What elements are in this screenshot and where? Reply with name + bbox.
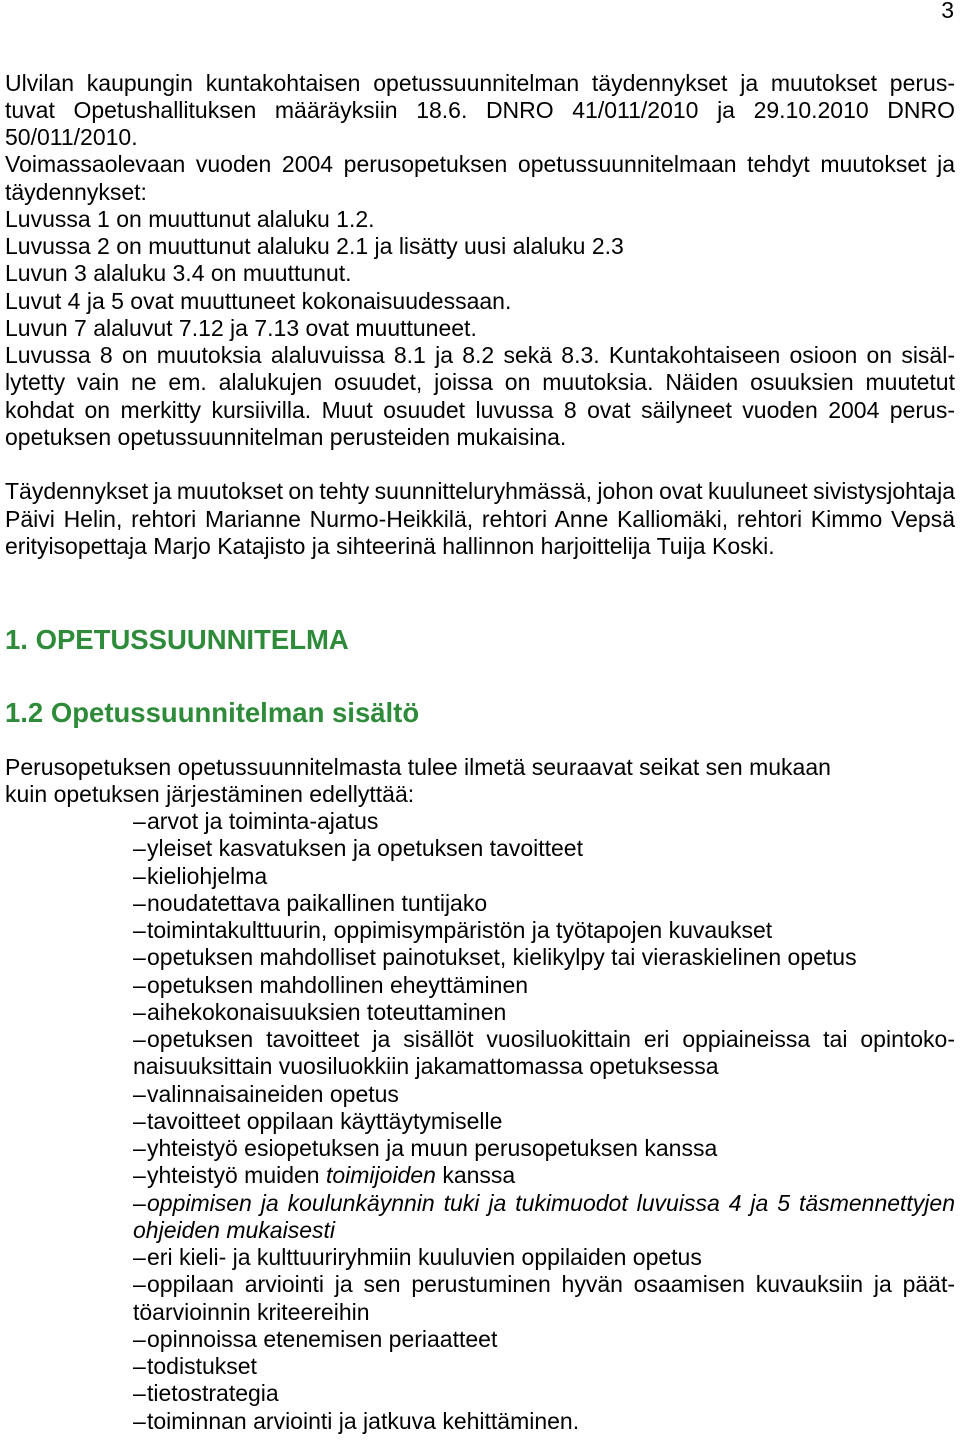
list-item (133, 1271, 955, 1326)
dash-bullet: – (133, 835, 146, 862)
dash-bullet: – (133, 1244, 146, 1270)
dash-bullet: – (133, 944, 146, 971)
dash-bullet: – (133, 1026, 146, 1052)
list-item-text: todistukset (147, 1353, 257, 1379)
dash-bullet: – (133, 1162, 146, 1189)
list-item-text: kieliohjelma (147, 862, 268, 889)
list-item (133, 1326, 955, 1353)
list-item-text: noudatettava paikallinen tuntijako (147, 889, 488, 916)
change-line: Luvun 7 alaluvut 7.12 ja 7.13 ovat muuttuneet. (5, 314, 477, 341)
page-number: 3 (941, 0, 954, 23)
list-item-text: aihekokonaisuuksien toteuttaminen (147, 998, 507, 1025)
list-item-text: opetuksen mahdollinen eheyttäminen (147, 971, 529, 998)
dash-bullet: – (133, 808, 146, 834)
dash-bullet: – (133, 1080, 146, 1107)
dash-bullet: – (133, 1325, 146, 1352)
list-item-text: yhteistyö esiopetuksen ja muun perusopetuksen kanssa (147, 1135, 718, 1161)
subsection-heading: 1.2 Opetussuunnitelman sisältö (5, 697, 420, 728)
intro-line: Luvussa 8 on muutoksia alaluvuissa 8.1 ja 8.2 sekä 8.3. Kuntakohtaiseen osioon on sisäl- (5, 342, 955, 368)
change-line: Luvussa 1 on muuttunut alaluku 1.2. (5, 205, 375, 232)
list-item (133, 944, 955, 971)
list-item (133, 1380, 955, 1407)
dash-bullet: – (133, 1271, 146, 1298)
list-item-text-italic: oppimisen ja koulunkäynnin tuki ja tukimuodot luvuissa 4 ja 5 täsmennettyjen (147, 1189, 955, 1216)
contents-intro-line: kuin opetuksen järjestäminen edellyttää: (5, 780, 415, 807)
list-item-text: tavoitteet oppilaan käyttäytymiselle (147, 1107, 503, 1134)
list-item (133, 1190, 955, 1245)
list-item-text: eri kieli- ja kulttuuriryhmiin kuuluvien oppilaiden opetus (147, 1244, 702, 1270)
list-item-text: oppilaan arviointi ja sen perustuminen hyvän osaamisen kuvauksiin ja päät- (147, 1271, 955, 1298)
list-item (133, 890, 955, 917)
list-item (133, 1108, 955, 1135)
list-item (133, 1026, 955, 1081)
dash-bullet: – (133, 1380, 146, 1407)
list-item-text-italic-continued: ohjeiden mukaisesti (133, 1216, 336, 1243)
list-item (133, 999, 955, 1026)
intro-line: 50/011/2010. (5, 124, 138, 150)
working-group-line: Täydennykset ja muutokset on tehty suunnitteluryhmässä, johon ovat kuuluneet sivistysjohtaja (5, 478, 955, 505)
list-item-text: arvot ja toiminta-ajatus (147, 808, 379, 834)
list-item-text-continued: naisuuksittain vuosiluokkiin jakamattomassa opetuksessa (133, 1053, 719, 1080)
list-item-text: toimintakulttuurin, oppimisympäristön ja työtapojen kuvaukset (147, 917, 773, 943)
list-item-text: opetuksen tavoitteet ja sisällöt vuosiluokittain eri oppiaineissa tai opintoko- (147, 1026, 955, 1052)
list-item-text: opinnoissa etenemisen periaatteet (147, 1325, 498, 1352)
dash-bullet: – (133, 1107, 146, 1134)
list-item-text (147, 1162, 955, 1189)
list-item (133, 863, 955, 890)
dash-bullet: – (133, 998, 146, 1025)
list-item-text: toiminnan arviointi ja jatkuva kehittäminen. (147, 1407, 580, 1434)
list-item (133, 835, 955, 862)
list-item (133, 1081, 955, 1108)
list-item (133, 1162, 955, 1189)
list-item-text-continued: töarvioinnin kriteereihin (133, 1298, 370, 1325)
document-body (5, 70, 955, 1435)
list-item-text: yleiset kasvatuksen ja opetuksen tavoitteet (147, 835, 583, 862)
dash-bullet: – (133, 1189, 146, 1216)
contents-intro (5, 754, 955, 809)
working-group-paragraph (5, 478, 955, 560)
dash-bullet: – (133, 1407, 146, 1434)
list-item-text: valinnaisaineiden opetus (147, 1080, 399, 1107)
list-item (133, 1353, 955, 1380)
dash-bullet: – (133, 889, 146, 916)
contents-intro-line: Perusopetuksen opetussuunnitelmasta tulee ilmetä seuraavat seikat sen mukaan (5, 753, 831, 780)
dash-bullet: – (133, 862, 146, 889)
change-line: Luvun 3 alaluku 3.4 on muuttunut. (5, 260, 352, 287)
intro-line: täydennykset: (5, 178, 147, 205)
change-line: Luvut 4 ja 5 ovat muuttuneet kokonaisuudessaan. (5, 287, 512, 314)
dash-bullet: – (133, 917, 146, 943)
intro-line: Voimassaolevaan vuoden 2004 perusopetuksen opetussuunnitelmaan tehdyt muutokset ja (5, 151, 955, 178)
list-item (133, 808, 955, 835)
intro-line: lytetty vain ne em. alalukujen osuudet, joissa on muutoksia. Näiden osuuksien muutetut (5, 369, 955, 396)
dash-bullet: – (133, 1353, 146, 1379)
list-item-text-plain: yhteistyö muiden (147, 1162, 326, 1189)
intro-line: tuvat Opetushallituksen määräyksiin 18.6. DNRO 41/011/2010 ja 29.10.2010 DNRO (5, 96, 955, 123)
intro-line: opetuksen opetussuunnitelman perusteiden mukaisina. (5, 423, 567, 450)
list-item-text: opetuksen mahdolliset painotukset, kielikylpy tai vieraskielinen opetus (147, 944, 857, 971)
list-item-text: tietostrategia (147, 1380, 279, 1407)
list-item (133, 1408, 955, 1435)
contents-list (5, 808, 955, 1435)
working-group-line: Päivi Helin, rehtori Marianne Nurmo-Heikkilä, rehtori Anne Kalliomäki, rehtori Kimmo Vepsä (5, 505, 955, 532)
intro-line: kohdat on merkitty kursiivilla. Muut osuudet luvussa 8 ovat säilyneet vuoden 2004 perus- (5, 396, 955, 423)
dash-bullet: – (133, 971, 146, 998)
list-item-text-plain: kanssa (435, 1162, 516, 1189)
list-item (133, 1244, 955, 1271)
section-heading: 1. OPETUSSUUNNITELMA (5, 624, 349, 655)
intro-line: Ulvilan kaupungin kuntakohtaisen opetussuunnitelman täydennykset ja muutokset perus- (5, 69, 955, 96)
dash-bullet: – (133, 1135, 146, 1161)
change-line: Luvussa 2 on muuttunut alaluku 2.1 ja lisätty uusi alaluku 2.3 (5, 233, 624, 259)
list-item (133, 917, 955, 944)
working-group-line: erityisopettaja Marjo Katajisto ja sihteerinä hallinnon harjoittelija Tuija Koski. (5, 532, 775, 559)
list-item (133, 972, 955, 999)
list-item-text-italic: toimijoiden (325, 1162, 436, 1189)
list-item (133, 1135, 955, 1162)
